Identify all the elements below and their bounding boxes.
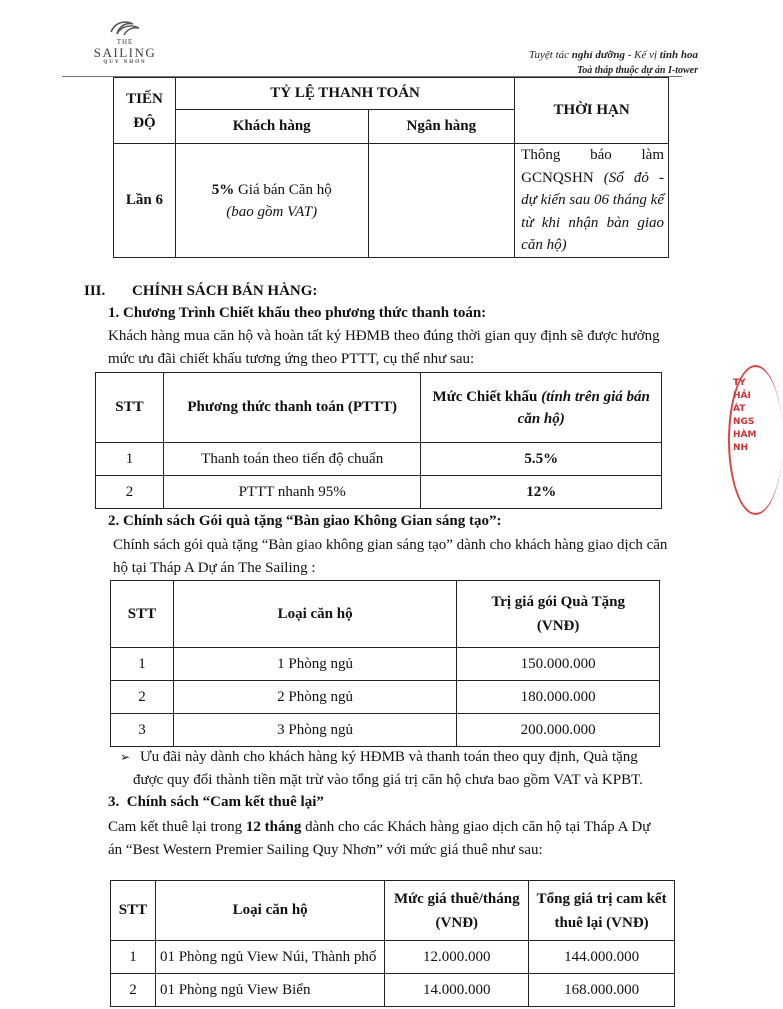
- cell-loai: 1 Phòng ngủ: [173, 648, 456, 681]
- cell-muc-gia: 14.000.000: [385, 974, 529, 1007]
- subsection-1-title: 1. Chương Trình Chiết khấu theo phương thức thanh toán:: [108, 305, 487, 321]
- header-ty-le: TỶ LỆ THANH TOÁN: [175, 78, 514, 110]
- header-thoi-han: THỜI HẠN: [515, 78, 669, 144]
- cell-ngan-hang: [368, 144, 515, 258]
- header-stt: STT: [111, 881, 156, 941]
- arrow-bullet-icon: ➢: [120, 750, 131, 764]
- logo-the: THE: [116, 38, 134, 46]
- header-stt: STT: [111, 581, 174, 648]
- cell-pttt: PTTT nhanh 95%: [163, 476, 421, 509]
- cell-tri-gia: 150.000.000: [457, 648, 660, 681]
- header-loai-can-ho: Loại căn hộ: [155, 881, 384, 941]
- header-tong-gia-tri: Tổng giá trị cam kết thuê lại (VNĐ): [529, 881, 675, 941]
- cell-lan: Lần 6: [114, 144, 176, 258]
- header-khach-hang: Khách hàng: [175, 110, 368, 144]
- cell-tong: 144.000.000: [529, 941, 675, 974]
- cell-thoi-han: Thông báo làm GCNQSHN (Sổ đỏ - dự kiến sau 06 tháng kể từ khi nhận bàn giao căn hộ): [515, 144, 669, 258]
- table-row: [111, 648, 660, 681]
- table-row: [96, 476, 662, 509]
- cell-khach-hang: 5% Giá bán Căn hộ (bao gồm VAT): [175, 144, 368, 258]
- cell-stt: 1: [111, 648, 174, 681]
- subsection-2-paragraph: Chính sách gói quà tặng “Bàn giao không gian sáng tạo” dành cho khách hàng giao dịch căn hộ tại Tháp A Dự án The Sailing :: [113, 537, 668, 576]
- tagline: [529, 48, 698, 78]
- header-stt: STT: [96, 373, 164, 443]
- table-row: [96, 443, 662, 476]
- header-loai-can-ho: Loại căn hộ: [173, 581, 456, 648]
- cell-stt: 3: [111, 714, 174, 747]
- leaseback-table: [110, 880, 675, 1007]
- subsection-3-paragraph: Cam kết thuê lại trong 12 tháng dành cho các Khách hàng giao dịch căn hộ tại Tháp A Dự án “Best Western Premier Sailing Quy Nhơn” với mức giá thuê như sau:: [108, 819, 651, 858]
- header-muc-gia: Mức giá thuê/tháng (VNĐ): [385, 881, 529, 941]
- cell-loai: 01 Phòng ngủ View Núi, Thành phố: [155, 941, 384, 974]
- subsection-1-paragraph: Khách hàng mua căn hộ và hoàn tất ký HĐMB theo đúng thời gian quy định sẽ được hưởng mức ưu đãi chiết khấu tương ứng theo PTTT, cụ thể như sau:: [108, 328, 660, 367]
- tagline-line-1: Tuyệt tác nghỉ dưỡng - Kế vị tinh hoa: [529, 49, 698, 61]
- header-muc-chiet-khau: Mức Chiết khấu (tính trên giá bán căn hộ): [421, 373, 662, 443]
- company-seal-stamp: TY HẢI ÁT NGS HÀM NH: [728, 365, 758, 515]
- cell-muc: 12%: [421, 476, 662, 509]
- cell-loai: 2 Phòng ngủ: [173, 681, 456, 714]
- cell-muc-gia: 12.000.000: [385, 941, 529, 974]
- gift-package-table: [110, 580, 660, 747]
- tagline-line-2: Toà tháp thuộc dự án I-tower: [577, 65, 698, 76]
- section-heading: III. CHÍNH SÁCH BÁN HÀNG:: [84, 283, 318, 299]
- table-row: [111, 681, 660, 714]
- cell-stt: 2: [96, 476, 164, 509]
- header-pttt: Phương thức thanh toán (PTTT): [163, 373, 421, 443]
- logo-sub: QUY NHƠN: [103, 60, 147, 65]
- discount-table: [95, 372, 662, 509]
- payment-schedule-table: [113, 77, 669, 258]
- cell-pttt: Thanh toán theo tiến độ chuẩn: [163, 443, 421, 476]
- wave-logo-icon: [107, 18, 143, 38]
- cell-stt: 1: [96, 443, 164, 476]
- header-ngan-hang: Ngân hàng: [368, 110, 515, 144]
- cell-tri-gia: 200.000.000: [457, 714, 660, 747]
- subsection-3-title: 3. Chính sách “Cam kết thuê lại”: [108, 794, 324, 810]
- table-row: [111, 974, 675, 1007]
- cell-loai: 3 Phòng ngủ: [173, 714, 456, 747]
- brand-logo: [80, 18, 170, 66]
- cell-loai: 01 Phòng ngủ View Biển: [155, 974, 384, 1007]
- cell-tri-gia: 180.000.000: [457, 681, 660, 714]
- cell-muc: 5.5%: [421, 443, 662, 476]
- logo-name: SAILING: [93, 45, 157, 60]
- table-row: [111, 941, 675, 974]
- header-tri-gia: Trị giá gói Quà Tặng (VNĐ): [457, 581, 660, 648]
- cell-stt: 1: [111, 941, 156, 974]
- header-tien-do: TIẾN ĐỘ: [114, 78, 176, 144]
- cell-tong: 168.000.000: [529, 974, 675, 1007]
- subsection-2-title: 2. Chính sách Gói quà tặng “Bàn giao Không Gian sáng tạo”:: [108, 513, 502, 529]
- cell-stt: 2: [111, 974, 156, 1007]
- gift-note: ➢ Ưu đãi này dành cho khách hàng ký HĐMB và thanh toán theo quy định, Quà tặng được quy đổi thành tiền mặt trừ vào tổng giá trị căn hộ chưa bao gồm VAT và KPBT.: [120, 746, 643, 792]
- cell-stt: 2: [111, 681, 174, 714]
- table-row: [111, 714, 660, 747]
